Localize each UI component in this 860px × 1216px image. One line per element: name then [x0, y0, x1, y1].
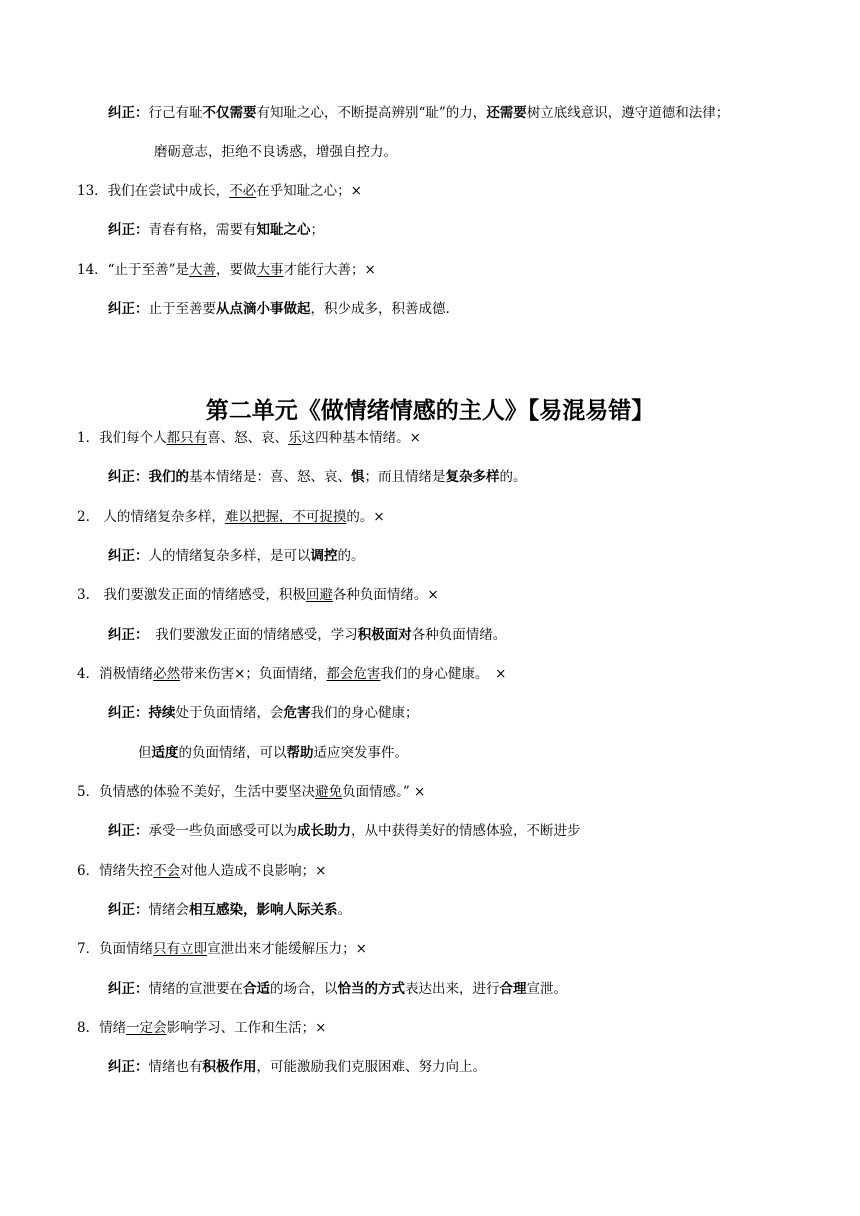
text-segment: 情绪也有 [148, 1059, 203, 1075]
text-segment: 6．情绪失控 [77, 863, 154, 879]
doc-line [108, 980, 567, 998]
bold-text: 纠正： [108, 823, 149, 839]
underlined-text: 难以把握，不可捉摸 [224, 509, 347, 525]
bold-text: 纠正： [108, 469, 149, 485]
text-segment: 但 [138, 745, 152, 761]
doc-line [108, 300, 450, 318]
text-segment: ，可能激励我们克服困难、努力向上。 [256, 1059, 486, 1075]
text-segment: 青春有格，需要有 [148, 222, 257, 238]
bold-text: 还需要 [486, 105, 527, 121]
text-segment: 表达出来，进行 [405, 981, 500, 997]
bold-text: 纠正： [108, 627, 142, 643]
text-segment: 负面情感。” × [342, 784, 426, 800]
text-segment: 的。 [499, 469, 527, 485]
bold-text: 纠正： [108, 548, 149, 564]
doc-line [108, 1058, 486, 1076]
bold-text: 帮助 [286, 745, 314, 761]
section-title: 第二单元《做情绪情感的主人》【易混易错】 [205, 398, 655, 424]
underlined-text: 不会 [153, 863, 181, 879]
underlined-text: 回避 [305, 587, 333, 603]
text-segment: ； [310, 222, 324, 238]
text-segment: 树立底线意识，遵守道德和法律； [526, 105, 730, 121]
bold-text: 纠正： [108, 301, 149, 317]
text-segment: 这四种基本情绪。× [301, 430, 421, 446]
text-segment: 我们的身心健康。 × [380, 666, 507, 682]
bold-text: 纠正： [108, 902, 149, 918]
underlined-text: 乐 [288, 430, 302, 446]
text-segment: 的负面情绪，可以 [178, 745, 287, 761]
text-segment: 5．负情感的体验不美好，生活中要坚决 [77, 784, 316, 800]
text-segment: 带来伤害×；负面情绪， [180, 666, 327, 682]
underlined-text: 不必 [229, 183, 257, 199]
bold-text: 纠正： [108, 105, 149, 121]
underlined-text: 只有立即 [153, 941, 208, 957]
doc-line [77, 586, 439, 604]
text-segment: 的场合，以 [270, 981, 338, 997]
text-segment: 情绪会 [148, 902, 189, 918]
text-segment: 才能行大善；× [283, 262, 376, 278]
text-segment: 对他人造成不良影响；× [180, 863, 327, 879]
doc-line [77, 508, 385, 526]
bold-text: 合理 [499, 981, 527, 997]
text-segment: 有知耻之心，不断提高辨别“耻”的力， [256, 105, 487, 121]
text-segment: 人的情绪复杂多样，是可以 [148, 548, 311, 564]
underlined-text: 大事 [256, 262, 284, 278]
bold-text: 纠正： [108, 705, 149, 721]
doc-line [77, 665, 506, 683]
bold-text: 合适 [243, 981, 270, 997]
doc-line [108, 901, 351, 919]
bold-text: 危害 [283, 705, 311, 721]
text-segment: 基本情绪是：喜、怒、哀、 [189, 469, 351, 485]
doc-line [108, 626, 506, 644]
text-segment: 我们要激发正面的情绪感受，学习 [141, 627, 358, 643]
text-segment: 止于至善要 [148, 301, 216, 317]
doc-line [108, 468, 527, 486]
bold-text: 惧 [351, 469, 365, 485]
text-segment: 情绪的宣泄要在 [148, 981, 243, 997]
text-segment: 我们的身心健康； [310, 705, 419, 721]
text-segment: ；而且情绪是 [364, 469, 446, 485]
bold-text: 积极面对 [357, 627, 412, 643]
doc-line [77, 862, 326, 880]
bold-text: 成长助力 [297, 823, 351, 839]
underlined-text: 都只有 [166, 430, 208, 446]
bold-text: 持续 [148, 705, 176, 721]
text-segment: 的。 [337, 548, 365, 564]
doc-line [154, 143, 397, 161]
text-segment: 13．我们在尝试中成长， [77, 183, 230, 199]
doc-line [77, 182, 362, 200]
text-segment: 3. 我们要激发正面的情绪感受，积极 [77, 587, 306, 603]
text-segment: 4．消极情绪 [77, 666, 154, 682]
doc-line [108, 822, 581, 840]
text-segment: 2. 人的情绪复杂多样， [77, 509, 225, 525]
text-segment: 宣泄出来才能缓解压力；× [207, 941, 367, 957]
bold-text: 恰当的方式 [337, 981, 405, 997]
doc-line [77, 261, 376, 279]
bold-text: 复杂多样 [445, 469, 500, 485]
text-segment: ，从中获得美好的情感体验，不断进步 [351, 823, 581, 839]
underlined-text: 避免 [315, 784, 343, 800]
underlined-text: 一定会 [126, 1020, 167, 1036]
text-segment: 磨砺意志，拒绝不良诱惑，增强自控力。 [154, 144, 397, 160]
underlined-text: 大善 [188, 262, 216, 278]
text-segment: 7．负面情绪 [77, 941, 154, 957]
bold-text: 纠正： [108, 981, 149, 997]
underlined-text: 都会危害 [326, 666, 381, 682]
bold-text: 我们的 [148, 469, 189, 485]
doc-line [108, 221, 324, 239]
bold-text: 相互感染，影响人际关系 [189, 902, 338, 918]
text-segment: 8．情绪 [77, 1020, 127, 1036]
text-segment: 。 [337, 902, 351, 918]
bold-text: 从点滴小事做起 [216, 301, 311, 317]
doc-line [108, 104, 729, 122]
doc-line [108, 704, 419, 722]
doc-line [108, 547, 365, 565]
text-segment: 行己有耻 [148, 105, 203, 121]
doc-line [77, 783, 425, 801]
bold-text: 不仅需要 [202, 105, 257, 121]
underlined-text: 必然 [153, 666, 181, 682]
bold-text: 纠正： [108, 222, 149, 238]
text-segment: 各种负面情绪。 [411, 627, 507, 643]
text-segment: 影响学习、工作和生活；× [166, 1020, 327, 1036]
bold-text: 调控 [310, 548, 338, 564]
bold-text: 适度 [151, 745, 179, 761]
bold-text: 知耻之心 [256, 222, 311, 238]
text-segment: 喜、怒、哀、 [207, 430, 289, 446]
text-segment: 在乎知耻之心；× [256, 183, 362, 199]
text-segment: 1．我们每个人 [77, 430, 167, 446]
bold-text: 纠正： [108, 1059, 149, 1075]
doc-line [77, 429, 421, 447]
text-segment: ，积少成多，积善成德. [310, 301, 450, 317]
doc-line [77, 940, 367, 958]
text-segment: 14．“止于至善”是 [77, 262, 189, 278]
text-segment: 适应突发事件。 [313, 745, 408, 761]
text-segment: 各种负面情绪。× [332, 587, 439, 603]
text-segment: 处于负面情绪，会 [175, 705, 284, 721]
text-segment: 宣泄。 [526, 981, 567, 997]
text-segment: 承受一些负面感受可以为 [148, 823, 297, 839]
doc-line [138, 744, 408, 762]
text-segment: 的。× [346, 509, 385, 525]
doc-line [77, 1019, 326, 1037]
bold-text: 积极作用 [202, 1059, 257, 1075]
text-segment: ，要做 [215, 262, 257, 278]
